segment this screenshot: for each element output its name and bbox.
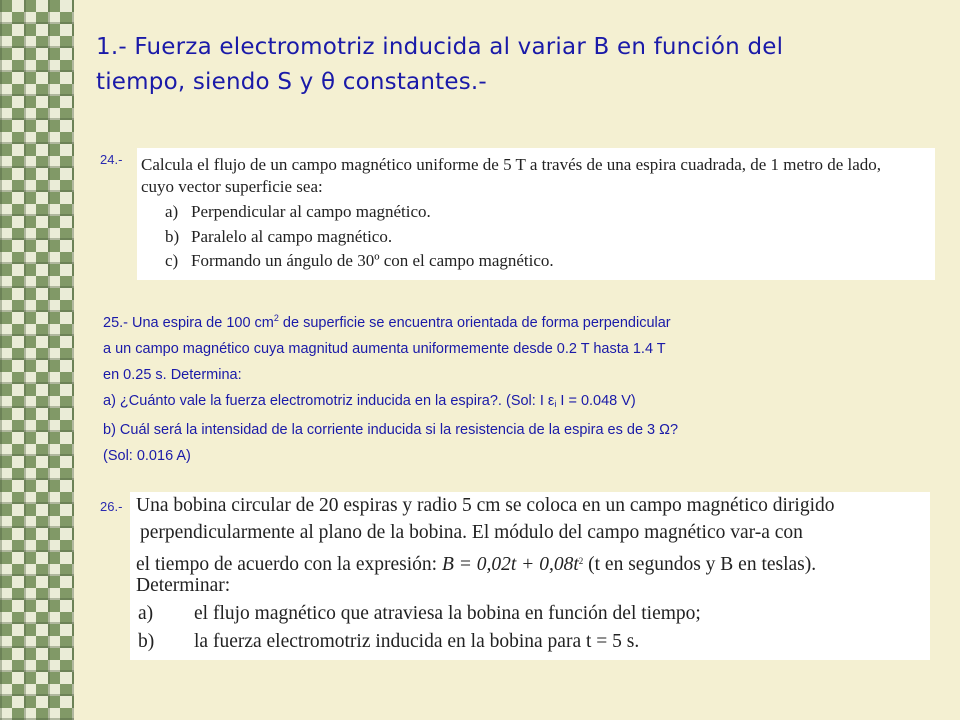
problem-24-number: 24.- (100, 152, 123, 167)
decorative-border (0, 0, 74, 720)
problem-26-line-4: Determinar: (136, 575, 231, 596)
title-line-1: 1.- Fuerza electromotriz inducida al variar B en función del (96, 34, 784, 60)
problem-25 (103, 305, 863, 469)
title-line-2: tiempo, siendo S y θ constantes.- (96, 69, 487, 95)
problem-26-image (130, 492, 930, 660)
problem-26-line-3: el tiempo de acuerdo con la expresión: $B = 0,02t + 0,08t^2$ (t en segundos y B en teslas). (136, 554, 817, 575)
problem-26-option-b: b) la fuerza electromotriz inducida en la bobina para t = 5 s. (138, 631, 640, 652)
problem-25-line-5: b) Cuál será la intensidad de la corriente inducida si la resistencia de la espira es de 3 Ω? (103, 422, 679, 438)
problem-24-option-b: b) Paralelo al campo magnético. (165, 227, 393, 246)
problem-24-option-a: a) Perpendicular al campo magnético. (165, 202, 431, 221)
problem-24-intro-1: Calcula el flujo de un campo magnético uniforme de 5 T a través de una espira cuadrada, de 1 metro de lado, (141, 155, 882, 174)
problem-26-number: 26.- (100, 499, 123, 514)
problem-24-option-c: c) Formando un ángulo de 30º con el campo magnético. (165, 251, 554, 270)
problem-26-line-1: Una bobina circular de 20 espiras y radio 5 cm se coloca en un campo magnético dirigido (136, 495, 835, 516)
problem-25-line-4: a) ¿Cuánto vale la fuerza electromotriz inducida en la espira?. (Sol: I $\varepsilon_i$ I = 0.048 V) (103, 393, 636, 409)
problem-25-line-6: (Sol: 0.016 A) (103, 448, 191, 464)
problem-25-line-1: 25.- Una espira de 100 $cm^2$ de superficie se encuentra orientada de forma perpendicular (103, 313, 671, 331)
problem-24-intro-2: cuyo vector superficie sea: (141, 177, 323, 196)
problem-26-line-2: perpendicularmente al plano de la bobina. El módulo del campo magnético var-a con (140, 522, 803, 543)
slide-title (96, 30, 916, 100)
problem-25-line-3: en 0.25 s. Determina: (103, 367, 242, 383)
problem-24-image (137, 148, 935, 280)
problem-26-option-a: a) el flujo magnético que atraviesa la bobina en función del tiempo; (138, 603, 701, 624)
problem-25-line-2: a un campo magnético cuya magnitud aumenta uniformemente desde 0.2 T hasta 1.4 T (103, 341, 666, 357)
